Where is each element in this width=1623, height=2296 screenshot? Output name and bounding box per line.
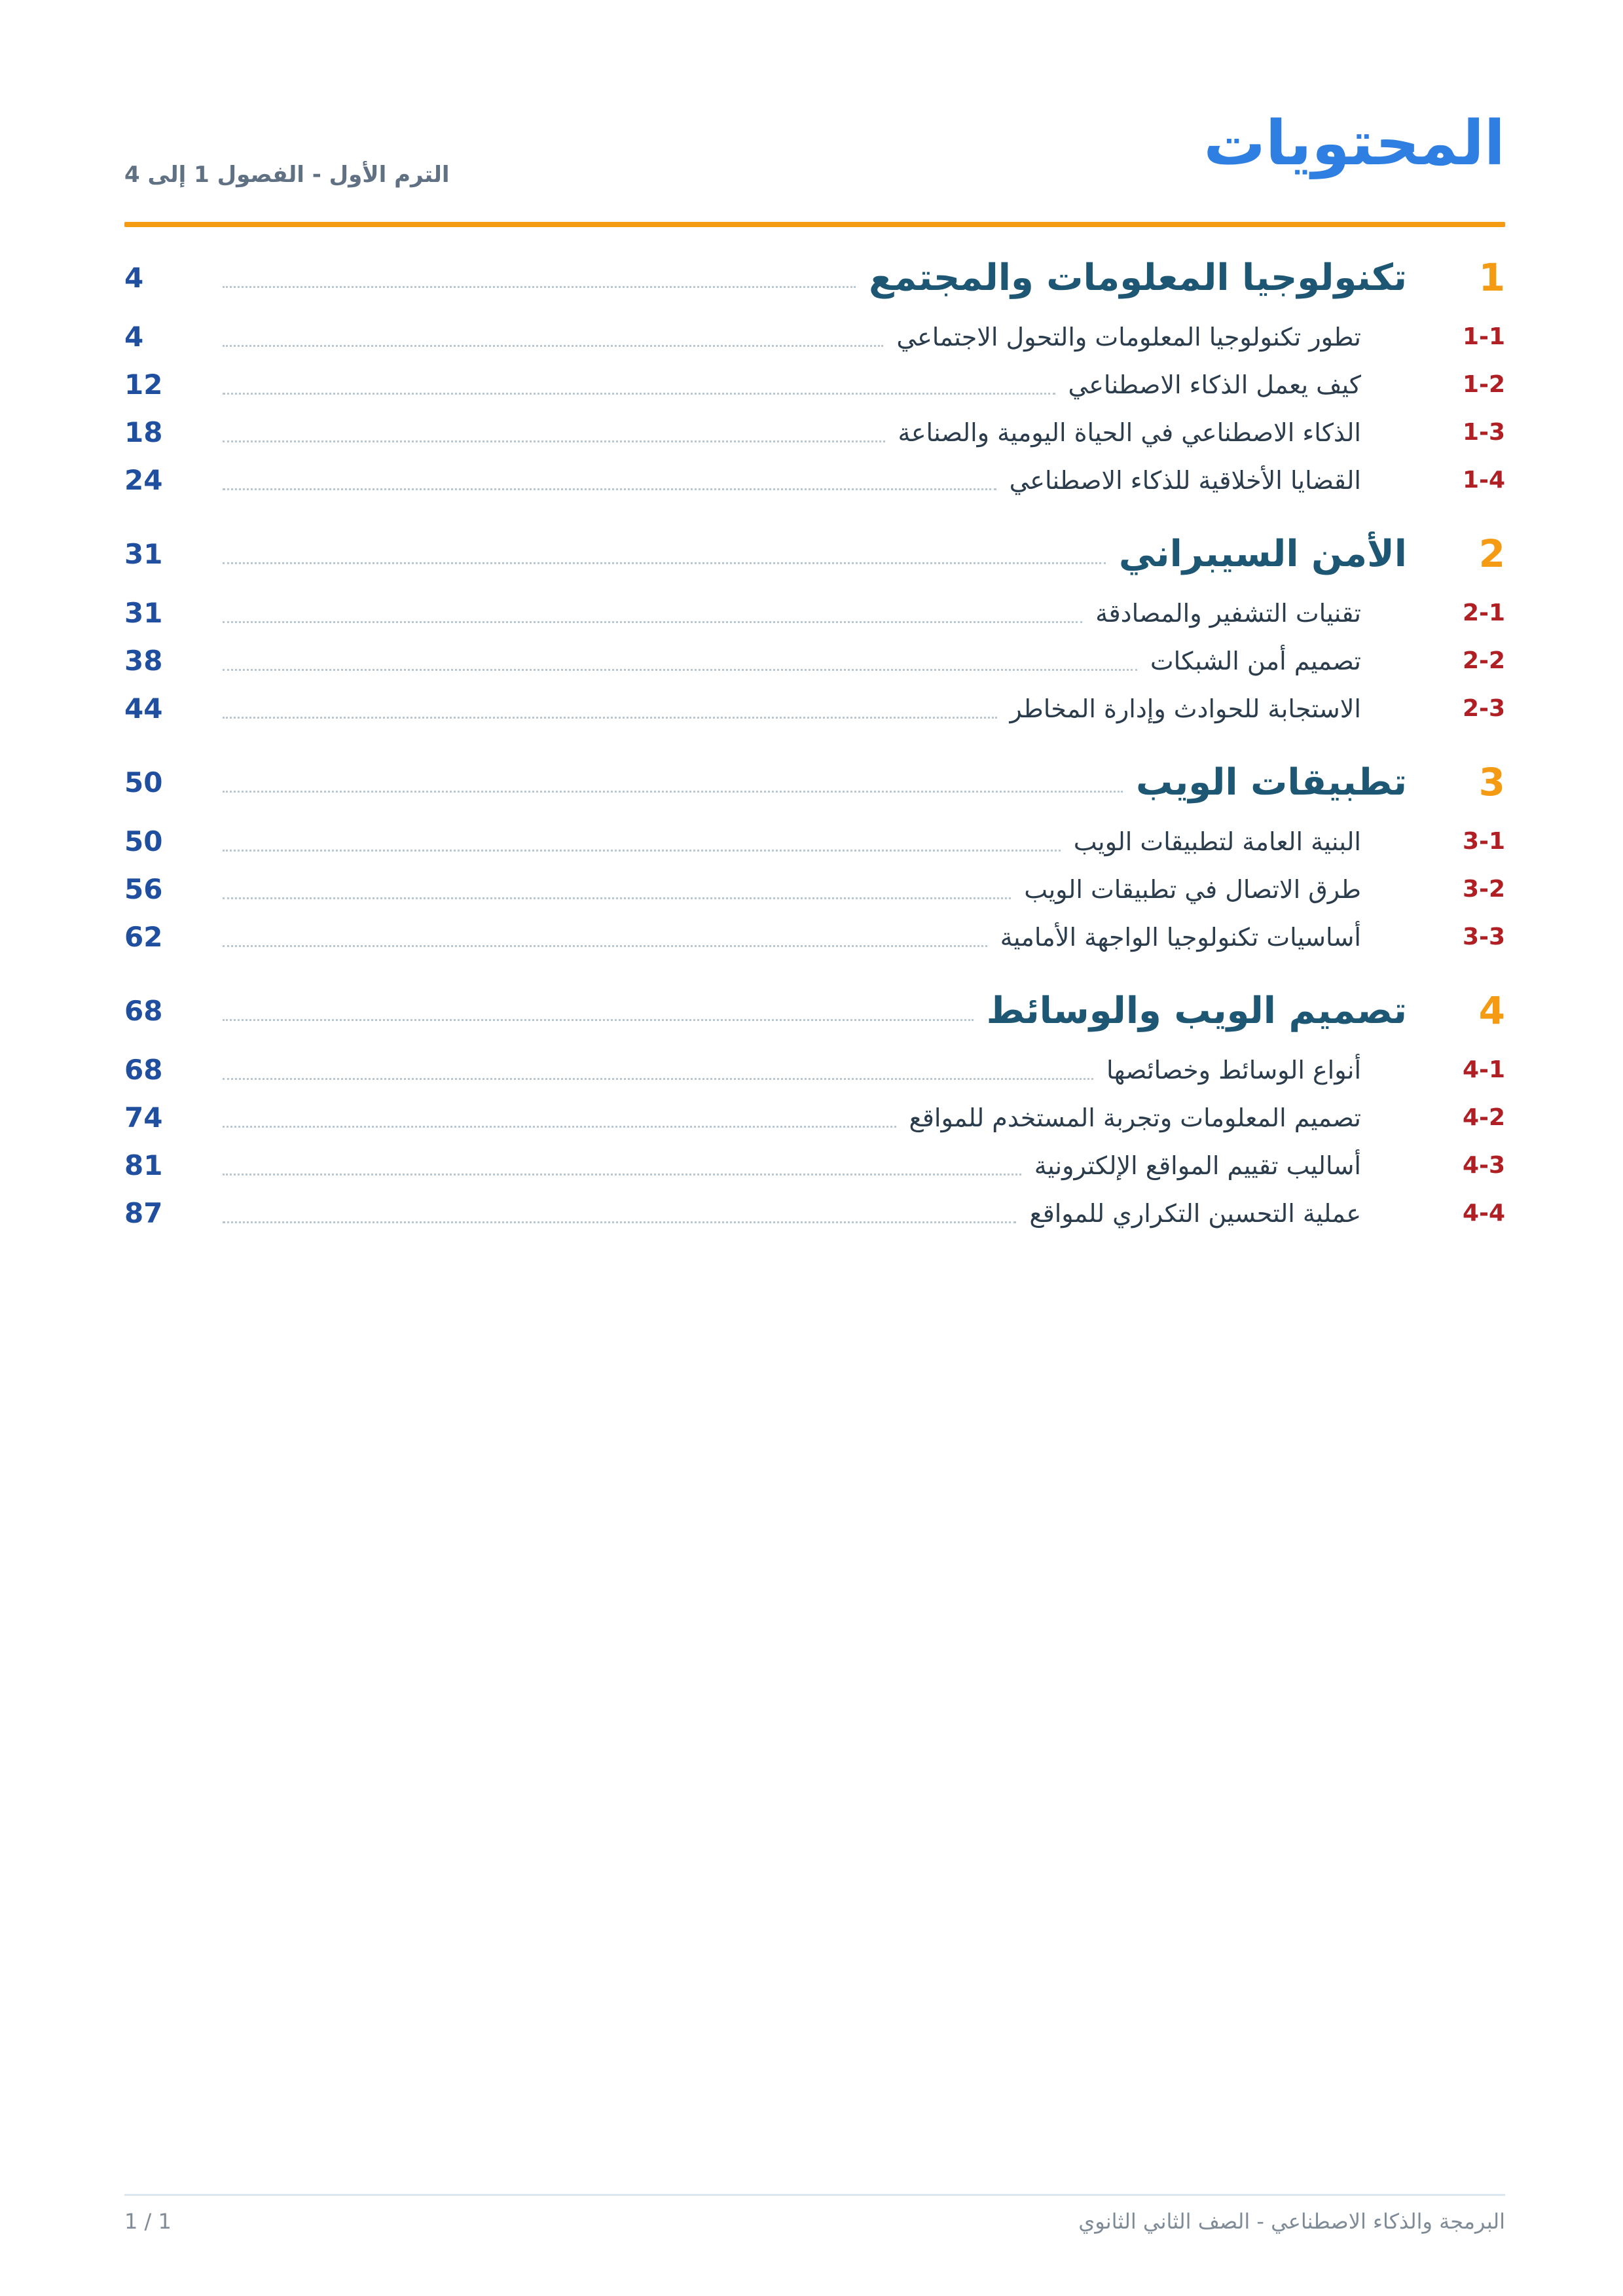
footer-book-title: البرمجة والذكاء الاصطناعي - الصف الثاني الثانوي bbox=[1078, 2209, 1505, 2234]
section-number: 2-2 bbox=[1462, 647, 1505, 674]
footer-page-indicator: 1 / 1 bbox=[124, 2209, 172, 2234]
chapter-entry[interactable] bbox=[124, 747, 1505, 817]
dot-leader bbox=[223, 791, 1123, 793]
dot-leader bbox=[223, 286, 856, 288]
chapter-page-number: 31 bbox=[124, 537, 163, 570]
section-title: طرق الاتصال في تطبيقات الويب bbox=[1024, 874, 1361, 904]
section-entry[interactable] bbox=[124, 1141, 1505, 1189]
section-entry[interactable] bbox=[124, 637, 1505, 685]
dot-leader bbox=[223, 717, 997, 719]
chapter-entry[interactable] bbox=[124, 242, 1505, 313]
section-entry[interactable] bbox=[124, 1094, 1505, 1141]
section-title: كيف يعمل الذكاء الاصطناعي bbox=[1068, 370, 1361, 399]
section-number: 1-2 bbox=[1462, 371, 1505, 398]
section-entry[interactable] bbox=[124, 408, 1505, 456]
dot-leader bbox=[223, 1174, 1021, 1175]
dot-leader bbox=[223, 945, 987, 947]
section-page-number: 62 bbox=[124, 921, 163, 953]
chapter-number: 1 bbox=[1478, 255, 1505, 300]
section-title: الاستجابة للحوادث وإدارة المخاطر bbox=[1010, 694, 1361, 723]
section-page-number: 50 bbox=[124, 825, 163, 857]
section-title: تقنيات التشفير والمصادقة bbox=[1095, 598, 1361, 628]
dot-leader bbox=[223, 440, 885, 442]
section-number: 2-3 bbox=[1462, 695, 1505, 722]
section-title: الذكاء الاصطناعي في الحياة اليومية والصناعة bbox=[898, 418, 1361, 447]
section-title: تطور تكنولوجيا المعلومات والتحول الاجتماعي bbox=[896, 322, 1361, 351]
section-entry[interactable] bbox=[124, 456, 1505, 504]
section-number: 4-3 bbox=[1462, 1152, 1505, 1179]
toc-chapter-3 bbox=[124, 747, 1505, 961]
chapter-entry[interactable] bbox=[124, 975, 1505, 1046]
dot-leader bbox=[223, 393, 1055, 395]
section-title: تصميم أمن الشبكات bbox=[1150, 646, 1361, 675]
section-entry[interactable] bbox=[124, 865, 1505, 913]
section-page-number: 56 bbox=[124, 873, 163, 905]
section-page-number: 4 bbox=[124, 321, 144, 353]
section-page-number: 44 bbox=[124, 692, 163, 725]
section-page-number: 68 bbox=[124, 1054, 163, 1086]
section-entry[interactable] bbox=[124, 589, 1505, 637]
section-title: أساليب تقييم المواقع الإلكترونية bbox=[1034, 1151, 1361, 1180]
toc-chapter-2 bbox=[124, 518, 1505, 732]
header-divider bbox=[124, 222, 1505, 227]
section-page-number: 24 bbox=[124, 464, 163, 496]
section-page-number: 31 bbox=[124, 597, 163, 629]
section-entry[interactable] bbox=[124, 1189, 1505, 1237]
section-title: تصميم المعلومات وتجربة المستخدم للمواقع bbox=[909, 1103, 1361, 1132]
section-number: 3-3 bbox=[1462, 924, 1505, 950]
dot-leader bbox=[223, 1126, 896, 1128]
section-title: القضايا الأخلاقية للذكاء الاصطناعي bbox=[1009, 465, 1361, 495]
footer-divider bbox=[124, 2194, 1505, 2196]
page-header bbox=[124, 105, 1505, 188]
section-entry[interactable] bbox=[124, 685, 1505, 732]
section-entry[interactable] bbox=[124, 361, 1505, 408]
section-number: 1-1 bbox=[1462, 323, 1505, 350]
section-title: أنواع الوسائط وخصائصها bbox=[1106, 1055, 1361, 1085]
dot-leader bbox=[223, 897, 1011, 899]
dot-leader bbox=[223, 562, 1106, 564]
section-page-number: 87 bbox=[124, 1197, 163, 1229]
section-number: 3-2 bbox=[1462, 876, 1505, 903]
chapter-number: 2 bbox=[1478, 531, 1505, 576]
toc-chapter-4 bbox=[124, 975, 1505, 1237]
dot-leader bbox=[223, 345, 883, 347]
section-entry[interactable] bbox=[124, 913, 1505, 961]
section-entry[interactable] bbox=[124, 817, 1505, 865]
section-number: 1-4 bbox=[1462, 467, 1505, 493]
dot-leader bbox=[223, 1019, 974, 1021]
toc-chapter-1 bbox=[124, 242, 1505, 504]
section-page-number: 12 bbox=[124, 368, 163, 401]
section-number: 4-2 bbox=[1462, 1104, 1505, 1131]
section-title: أساسيات تكنولوجيا الواجهة الأمامية bbox=[1000, 922, 1361, 952]
table-of-contents bbox=[124, 242, 1505, 1237]
section-number: 4-1 bbox=[1462, 1056, 1505, 1083]
page-subtitle: الترم الأول - الفصول 1 إلى 4 bbox=[124, 162, 450, 188]
dot-leader bbox=[223, 488, 996, 490]
section-number: 4-4 bbox=[1462, 1200, 1505, 1227]
chapter-page-number: 68 bbox=[124, 994, 163, 1027]
chapter-title: تصميم الويب والوسائط bbox=[986, 989, 1407, 1032]
dot-leader bbox=[223, 1078, 1093, 1080]
dot-leader bbox=[223, 1221, 1016, 1223]
dot-leader bbox=[223, 669, 1137, 671]
section-entry[interactable] bbox=[124, 1046, 1505, 1094]
section-entry[interactable] bbox=[124, 313, 1505, 361]
chapter-title: تطبيقات الويب bbox=[1135, 761, 1407, 804]
section-number: 1-3 bbox=[1462, 419, 1505, 446]
section-page-number: 74 bbox=[124, 1102, 163, 1134]
chapter-page-number: 4 bbox=[124, 261, 144, 294]
chapter-title: الأمن السيبراني bbox=[1118, 532, 1407, 575]
chapter-entry[interactable] bbox=[124, 518, 1505, 589]
section-title: البنية العامة لتطبيقات الويب bbox=[1073, 827, 1361, 856]
section-number: 3-1 bbox=[1462, 828, 1505, 855]
section-title: عملية التحسين التكراري للمواقع bbox=[1029, 1198, 1361, 1228]
section-page-number: 38 bbox=[124, 645, 163, 677]
chapter-number: 4 bbox=[1478, 988, 1505, 1033]
section-number: 2-1 bbox=[1462, 600, 1505, 626]
dot-leader bbox=[223, 621, 1082, 623]
chapter-title: تكنولوجيا المعلومات والمجتمع bbox=[869, 256, 1407, 299]
chapter-page-number: 50 bbox=[124, 766, 163, 798]
chapter-number: 3 bbox=[1478, 760, 1505, 804]
page-title: المحتويات bbox=[1203, 108, 1505, 179]
dot-leader bbox=[223, 850, 1061, 852]
section-page-number: 81 bbox=[124, 1149, 163, 1181]
section-page-number: 18 bbox=[124, 416, 163, 448]
